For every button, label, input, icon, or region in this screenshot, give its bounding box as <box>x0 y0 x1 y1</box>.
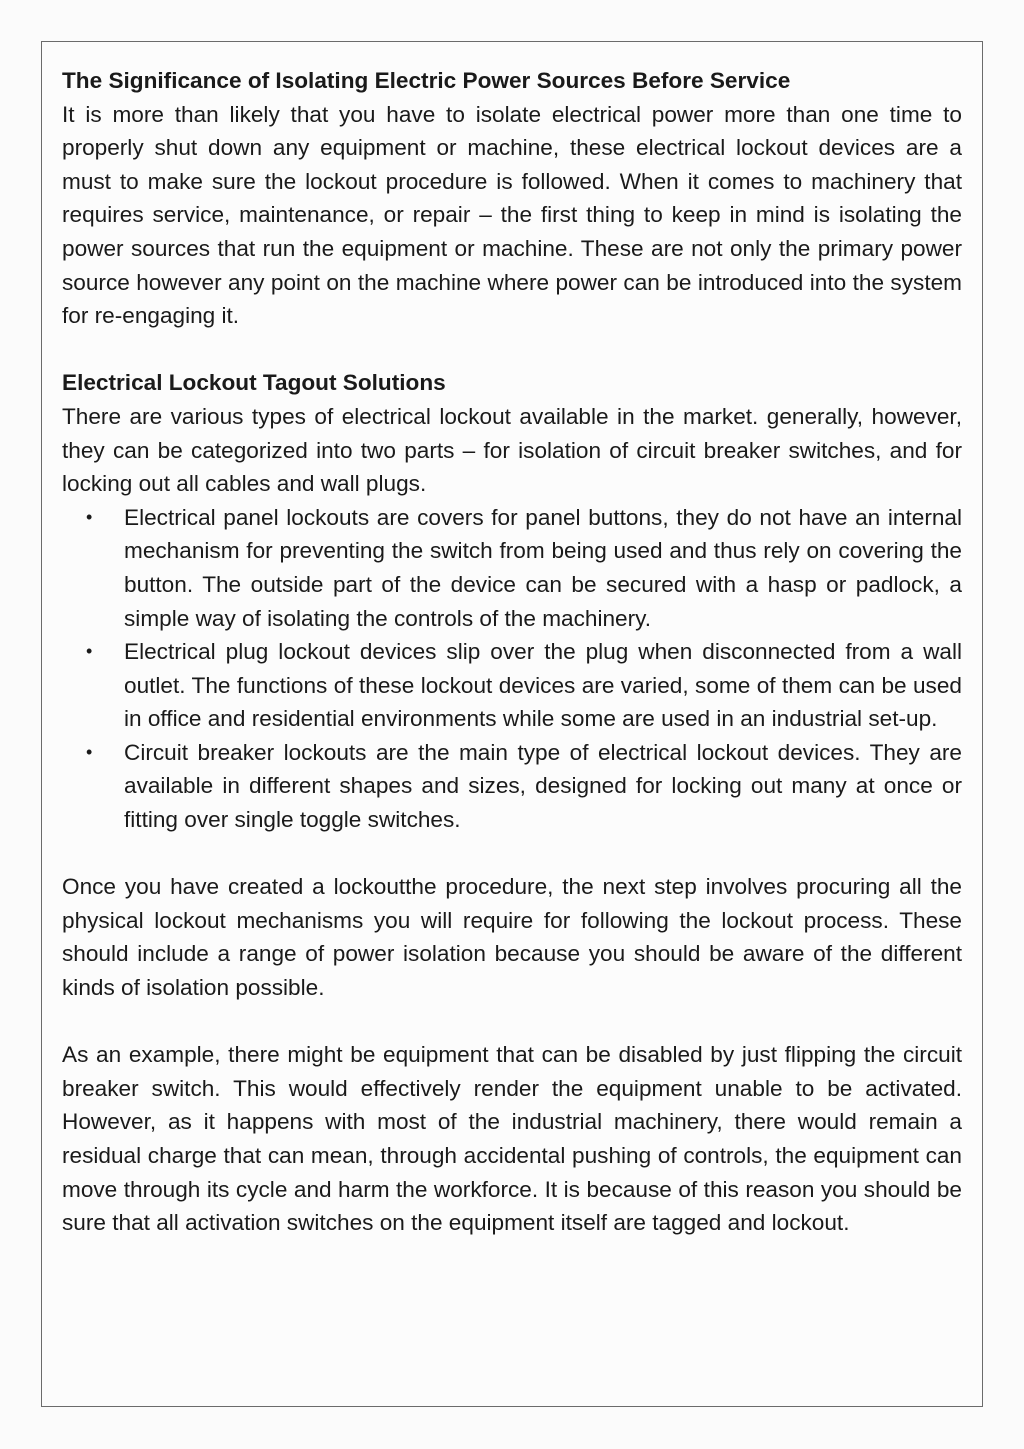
bullet-icon: • <box>86 741 93 762</box>
section-heading-solutions: Electrical Lockout Tagout Solutions <box>62 370 446 396</box>
list-item-text: Electrical panel lockouts are covers for panel buttons, they do not have an internal mechanism for preventing the switch from being used and thus rely on covering the button. The outside part of the device can be secured with a hasp or padlock, a simple way of isolating the controls of the machinery. <box>124 504 962 631</box>
paragraph-spacer <box>62 1005 962 1039</box>
list-item <box>62 501 962 635</box>
list-item <box>62 736 962 837</box>
paragraph-spacer <box>62 837 962 871</box>
paragraph-example: As an example, there might be equipment that can be disabled by just flipping the circuit breaker switch. This would effectively render the equipment unable to be activated. However, as it happens with most of the industrial machinery, there would remain a residual charge that can mean, through accidental pushing of controls, the equipment can move through its cycle and harm the workforce. It is because of this reason you should be sure that all activation switches on the equipment itself are tagged and lockout. <box>62 1042 962 1236</box>
paragraph-spacer <box>62 333 962 367</box>
lockout-types-list <box>62 501 962 837</box>
section-paragraph-significance: It is more than likely that you have to isolate electrical power more than one time to properly shut down any equipment or machine, these electrical lockout devices are a must to make sure the lockout procedure is followed. When it comes to machinery that requires service, maintenance, or repair – the first thing to keep in mind is isolating the power sources that run the equipment or machine. These are not only the primary power source however any point on the machine where power can be introduced into the system for re-engaging it. <box>62 101 962 329</box>
list-item-text: Circuit breaker lockouts are the main type of electrical lockout devices. They are available in different shapes and sizes, designed for locking out many at once or fitting over single toggle switches. <box>124 739 962 833</box>
bullet-icon: • <box>86 641 93 662</box>
list-item <box>62 635 962 736</box>
list-item-text: Electrical plug lockout devices slip over the plug when disconnected from a wall outlet. The functions of these lockout devices are varied, some of them can be used in office and residential environments while some are used in an industrial set-up. <box>124 639 962 732</box>
section-heading-significance: The Significance of Isolating Electric Power Sources Before Service <box>62 68 791 93</box>
section-paragraph-solutions: There are various types of electrical lockout available in the market. generally, however, they can be categorized into two parts – for isolation of circuit breaker switches, and for locking out all cables and wall plugs. <box>62 403 962 497</box>
bullet-icon: • <box>86 506 93 527</box>
paragraph-procurement: Once you have created a lockoutthe procedure, the next step involves procuring all the physical lockout mechanisms you will require for following the lockout process. These should include a range of power isolation because you should be aware of the different kinds of isolation possible. <box>62 874 962 1001</box>
document-body <box>62 64 962 1240</box>
